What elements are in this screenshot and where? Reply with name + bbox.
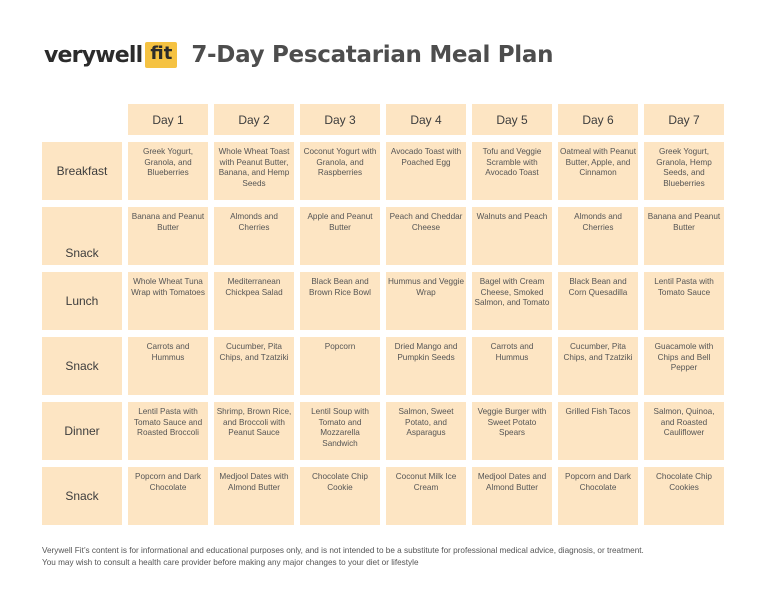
meal-cell: Chocolate Chip Cookie — [300, 467, 380, 525]
meal-cell: Medjool Dates with Almond Butter — [214, 467, 294, 525]
meal-cell: Dried Mango and Pumpkin Seeds — [386, 337, 466, 395]
meal-cell: Oatmeal with Peanut Butter, Apple, and Cinnamon — [558, 142, 638, 200]
meal-cell: Whole Wheat Tuna Wrap with Tomatoes — [128, 272, 208, 330]
meal-cell: Veggie Burger with Sweet Potato Spears — [472, 402, 552, 460]
meal-cell: Bagel with Cream Cheese, Smoked Salmon, and Tomato — [472, 272, 552, 330]
meal-cell: Carrots and Hummus — [472, 337, 552, 395]
meal-cell: Apple and Peanut Butter — [300, 207, 380, 265]
meal-cell: Mediterranean Chickpea Salad — [214, 272, 294, 330]
meal-cell: Banana and Peanut Butter — [644, 207, 724, 265]
meal-cell: Shrimp, Brown Rice, and Broccoli with Peanut Sauce — [214, 402, 294, 460]
day-header: Day 2 — [214, 104, 294, 135]
meal-cell: Whole Wheat Toast with Peanut Butter, Banana, and Hemp Seeds — [214, 142, 294, 200]
meal-cell: Banana and Peanut Butter — [128, 207, 208, 265]
meal-cell: Medjool Dates and Almond Butter — [472, 467, 552, 525]
day-header: Day 5 — [472, 104, 552, 135]
meal-label: Dinner — [42, 402, 122, 460]
page-title: 7-Day Pescatarian Meal Plan — [191, 42, 554, 68]
logo-wordmark: verywell — [44, 42, 143, 68]
table-corner — [42, 104, 122, 135]
meal-cell: Guacamole with Chips and Bell Pepper — [644, 337, 724, 395]
meal-cell: Cucumber, Pita Chips, and Tzatziki — [214, 337, 294, 395]
meal-cell: Grilled Fish Tacos — [558, 402, 638, 460]
meal-label: Breakfast — [42, 142, 122, 200]
day-header: Day 4 — [386, 104, 466, 135]
meal-cell: Coconut Milk Ice Cream — [386, 467, 466, 525]
meal-cell: Salmon, Sweet Potato, and Asparagus — [386, 402, 466, 460]
disclaimer-line: You may wish to consult a health care provider before making any major changes to your diet or lifestyle — [42, 558, 419, 567]
day-header: Day 7 — [644, 104, 724, 135]
meal-cell: Carrots and Hummus — [128, 337, 208, 395]
meal-cell: Almonds and Cherries — [558, 207, 638, 265]
meal-cell: Cucumber, Pita Chips, and Tzatziki — [558, 337, 638, 395]
meal-cell: Popcorn and Dark Chocolate — [558, 467, 638, 525]
meal-cell: Salmon, Quinoa, and Roasted Cauliflower — [644, 402, 724, 460]
meal-label: Lunch — [42, 272, 122, 330]
meal-cell: Lentil Pasta with Tomato Sauce and Roasted Broccoli — [128, 402, 208, 460]
meal-cell: Popcorn and Dark Chocolate — [128, 467, 208, 525]
meal-cell: Tofu and Veggie Scramble with Avocado Toast — [472, 142, 552, 200]
logo-fit-badge: fit — [145, 42, 177, 68]
meal-cell: Hummus and Veggie Wrap — [386, 272, 466, 330]
meal-label: Snack — [42, 337, 122, 395]
disclaimer-line: Verywell Fit’s content is for informational and educational purposes only, and is not intended to be a substitute for professional medical advice, diagnosis, or treatment. — [42, 546, 644, 555]
meal-plan-table — [42, 104, 724, 525]
meal-cell: Peach and Cheddar Cheese — [386, 207, 466, 265]
disclaimer — [42, 545, 742, 569]
meal-cell: Coconut Yogurt with Granola, and Raspberries — [300, 142, 380, 200]
meal-cell: Greek Yogurt, Granola, and Blueberries — [128, 142, 208, 200]
meal-cell: Chocolate Chip Cookies — [644, 467, 724, 525]
meal-label: Snack — [42, 207, 122, 265]
day-header: Day 1 — [128, 104, 208, 135]
meal-cell: Lentil Soup with Tomato and Mozzarella Sandwich — [300, 402, 380, 460]
meal-cell: Almonds and Cherries — [214, 207, 294, 265]
day-header: Day 6 — [558, 104, 638, 135]
meal-cell: Black Bean and Brown Rice Bowl — [300, 272, 380, 330]
verywell-fit-logo[interactable] — [44, 42, 177, 68]
day-header: Day 3 — [300, 104, 380, 135]
meal-cell: Black Bean and Corn Quesadilla — [558, 272, 638, 330]
meal-cell: Lentil Pasta with Tomato Sauce — [644, 272, 724, 330]
meal-cell: Greek Yogurt, Granola, Hemp Seeds, and Blueberries — [644, 142, 724, 200]
page-header — [44, 38, 553, 72]
meal-label: Snack — [42, 467, 122, 525]
meal-cell: Avocado Toast with Poached Egg — [386, 142, 466, 200]
meal-cell: Walnuts and Peach — [472, 207, 552, 265]
meal-cell: Popcorn — [300, 337, 380, 395]
